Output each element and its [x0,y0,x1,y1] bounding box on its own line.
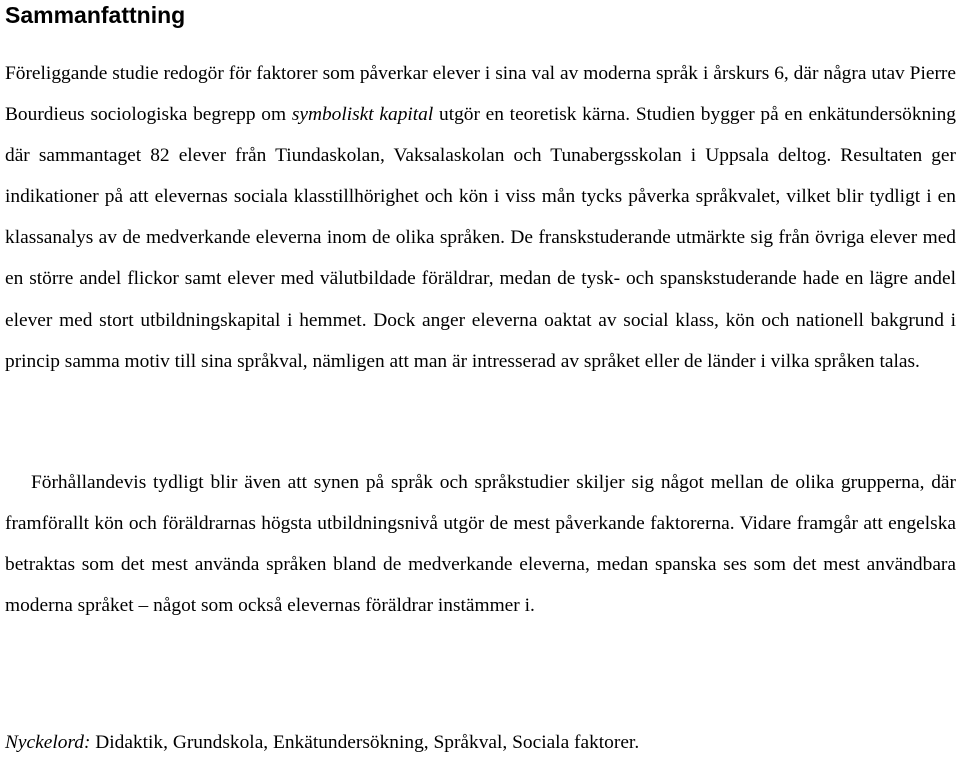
keywords-label: Nyckelord: [5,732,91,753]
page-title: Sammanfattning [5,2,186,28]
paragraph-1-text-start: Föreliggande studie redogör för faktorer som påverkar elever i sina val av moderna språk i årskurs 6, där några utav Pierre Bourdieus sociologiska begrepp om [5,63,956,126]
summary-paragraph-1 [5,53,956,382]
paragraph-1-text-end: utgör en teoretisk kärna. Studien bygger på en enkätundersökning där sammantaget 82 elever från Tiundaskolan, Vaksalaskolan och Tunabergsskolan i Uppsala deltog. Resultaten ger indikationer på att elevernas sociala klasstillhörighet och kön i viss mån tycks påverka språkvalet, vilket blir tydligt i en klassanalys av de medverkande eleverna inom de olika språken. De franskstuderande utmärkte sig från övriga elever med en större andel flickor samt elever med välutbildade föräldrar, medan de tysk- och spanskstuderande hade en lägre andel elever med stort utbildningskapital i hemmet. Dock anger eleverna oaktat av social klass, kön och nationell bakgrund i princip samma motiv till sina språkval, nämligen att man är intresserad av språket eller de länder i vilka språken talas. [5,104,956,372]
keywords-line [5,722,639,763]
paragraph-1-italic-term: symboliskt kapital [291,104,434,126]
summary-paragraph-2: Förhållandevis tydligt blir även att synen på språk och språkstudier skiljer sig något mellan de olika grupperna, där framförallt kön och föräldrarnas högsta utbildningsnivå utgör de mest påverkande faktorerna. Vidare framgår att engelska betraktas som det mest använda språken bland de medverkande eleverna, medan spanska ses som det mest användbara moderna språket – något som också elevernas föräldrar instämmer i. [5,472,956,617]
keywords-values: Didaktik, Grundskola, Enkätundersökning, Språkval, Sociala faktorer. [90,732,640,753]
